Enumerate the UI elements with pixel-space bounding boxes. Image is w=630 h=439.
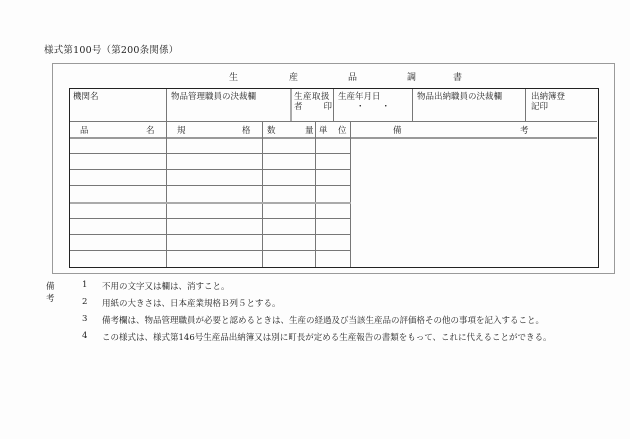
notes-heading: 備考: [46, 282, 55, 304]
column-header-item-name-1: 品: [80, 126, 89, 136]
ledger-registration-label-line2: 記印: [531, 102, 549, 112]
specification-cell[interactable]: [167, 203, 262, 218]
unit-cell[interactable]: [316, 186, 350, 202]
title-char: 生: [229, 73, 239, 83]
note-text: 備考欄は、物品管理職員が必要と認めるときは、生産の経過及び当該生産品の評価格その他の事項を記入すること。: [102, 316, 545, 326]
producer-seal-field[interactable]: [294, 92, 334, 120]
item-name-cell[interactable]: [70, 154, 166, 169]
producer-seal-label-line2b: 印: [323, 102, 332, 112]
divider: [412, 89, 413, 121]
production-date-label: 生産年月日: [338, 92, 381, 102]
quantity-cell[interactable]: [263, 154, 315, 169]
title-char: 産: [289, 73, 299, 83]
producer-seal-label-line2a: 者: [294, 102, 303, 112]
title-char: 調: [407, 73, 417, 83]
quantity-cell[interactable]: [263, 186, 315, 202]
disbursement-officer-approval-field[interactable]: [417, 92, 527, 120]
form-number-label: 様式第100号（第200条関係）: [44, 45, 179, 56]
producer-seal-label-line1: 生産取扱: [294, 92, 331, 102]
agency-name-field[interactable]: [73, 92, 167, 120]
quantity-cell[interactable]: [263, 251, 315, 266]
column-header-spec-1: 規: [177, 126, 186, 136]
divider: [525, 89, 526, 121]
note-number: 4: [82, 331, 88, 341]
divider: [333, 89, 334, 121]
item-name-cell[interactable]: [70, 138, 166, 153]
quantity-cell[interactable]: [263, 203, 315, 218]
quantity-cell[interactable]: [263, 235, 315, 250]
production-survey-table: [69, 88, 599, 268]
item-name-cell[interactable]: [70, 219, 166, 234]
quantity-cell[interactable]: [263, 138, 315, 153]
column-header-quantity-2: 量: [305, 126, 314, 136]
specification-cell[interactable]: [167, 186, 262, 202]
divider: [166, 89, 167, 121]
column-header-unit-2: 位: [338, 126, 347, 136]
note-number: 1: [82, 280, 88, 290]
unit-cell[interactable]: [316, 154, 350, 169]
unit-cell[interactable]: [316, 251, 350, 266]
column-header-quantity-1: 数: [267, 126, 276, 136]
note-text: 不用の文字又は欄は、消すこと。: [102, 282, 230, 292]
unit-cell[interactable]: [316, 219, 350, 234]
divider: [290, 89, 292, 121]
ledger-registration-label-line1: 出納簿登: [531, 92, 566, 102]
note-number: 2: [82, 297, 88, 307]
column-header-spec-2: 格: [242, 126, 251, 136]
ledger-registration-seal-field[interactable]: [531, 92, 597, 120]
specification-cell[interactable]: [167, 251, 262, 266]
note-text: 用紙の大きさは、日本産業規格Ｂ列５とする。: [102, 299, 281, 309]
item-name-cell[interactable]: [70, 235, 166, 250]
title-char: 書: [453, 73, 463, 83]
column-header-remarks-1: 備: [393, 126, 402, 136]
divider: [70, 121, 597, 122]
item-name-cell[interactable]: [70, 203, 166, 218]
specification-cell[interactable]: [167, 219, 262, 234]
title-char: 品: [348, 73, 358, 83]
form-title: [52, 70, 615, 82]
note-number: 3: [82, 314, 88, 324]
remarks-field[interactable]: [351, 138, 597, 266]
quantity-cell[interactable]: [263, 170, 315, 185]
column-header-item-name-2: 名: [146, 126, 155, 136]
specification-cell[interactable]: [167, 154, 262, 169]
disbursement-officer-approval-label: 物品出納職員の決裁欄: [417, 92, 503, 102]
item-name-cell[interactable]: [70, 186, 166, 202]
quantity-cell[interactable]: [263, 219, 315, 234]
unit-cell[interactable]: [316, 235, 350, 250]
column-header-remarks-2: 考: [520, 126, 529, 136]
specification-cell[interactable]: [167, 235, 262, 250]
item-name-cell[interactable]: [70, 170, 166, 185]
specification-cell[interactable]: [167, 138, 262, 153]
column-header-unit-1: 単: [319, 126, 328, 136]
agency-name-label: 機関名: [73, 92, 99, 102]
production-date-field[interactable]: [338, 92, 414, 120]
unit-cell[interactable]: [316, 138, 350, 153]
note-text: この様式は、様式第146号生産品出納簿又は別に町長が定める生産報告の書類をもって、これに代えることができる。: [102, 333, 552, 343]
property-manager-approval-field[interactable]: [171, 92, 291, 120]
item-name-cell[interactable]: [70, 251, 166, 266]
specification-cell[interactable]: [167, 170, 262, 185]
unit-cell[interactable]: [316, 170, 350, 185]
property-manager-approval-label: 物品管理職員の決裁欄: [171, 92, 257, 102]
unit-cell[interactable]: [316, 203, 350, 218]
production-date-placeholder: ・ ・: [356, 102, 391, 112]
